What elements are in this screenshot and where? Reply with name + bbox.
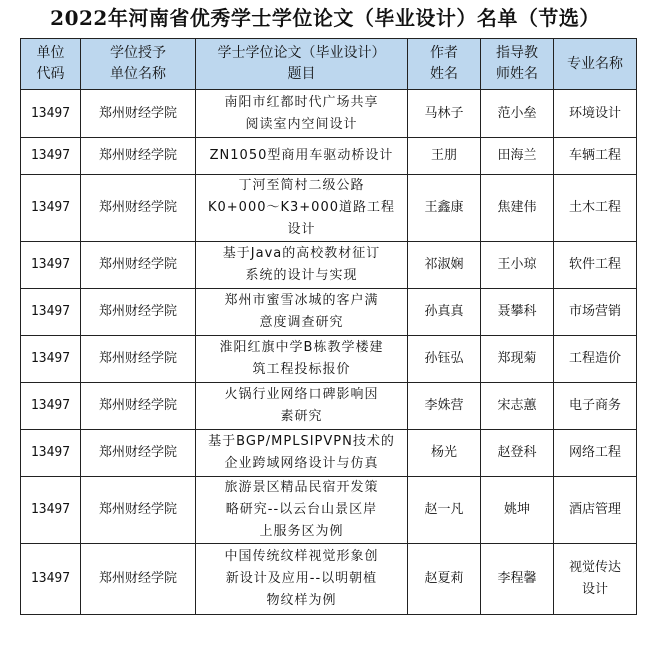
thesis-title-cell: 南阳市红都时代广场共享 阅读室内空间设计 <box>196 90 408 138</box>
major-cell: 软件工程 <box>554 242 637 289</box>
unit-code-cell: 13497 <box>21 430 81 477</box>
unit-code-cell: 13497 <box>21 242 81 289</box>
school-name-cell: 郑州财经学院 <box>81 430 196 477</box>
unit-code-cell: 13497 <box>21 175 81 242</box>
thesis-title-cell: 旅游景区精品民宿开发策 略研究--以云台山景区岸 上服务区为例 <box>196 477 408 544</box>
table-row <box>21 430 637 477</box>
unit-code-cell: 13497 <box>21 289 81 336</box>
header-author-name: 作者 姓名 <box>408 39 481 90</box>
author-name-cell: 赵夏莉 <box>408 544 481 615</box>
table-row <box>21 336 637 383</box>
thesis-title-cell: 中国传统纹样视觉形象创 新设计及应用--以明朝植 物纹样为例 <box>196 544 408 615</box>
table-row <box>21 477 637 544</box>
table-row <box>21 544 637 615</box>
award-list-table <box>20 38 637 615</box>
author-name-cell: 李姝营 <box>408 383 481 430</box>
advisor-name-cell: 姚坤 <box>481 477 554 544</box>
unit-code-cell: 13497 <box>21 477 81 544</box>
author-name-cell: 王鑫康 <box>408 175 481 242</box>
page-title: 2022年河南省优秀学士学位论文（毕业设计）名单（节选） <box>50 6 600 30</box>
school-name-cell: 郑州财经学院 <box>81 242 196 289</box>
advisor-name-cell: 焦建伟 <box>481 175 554 242</box>
author-name-cell: 祁淑娴 <box>408 242 481 289</box>
thesis-title-cell: 基于Java的高校教材征订 系统的设计与实现 <box>196 242 408 289</box>
author-name-cell: 杨光 <box>408 430 481 477</box>
unit-code-cell: 13497 <box>21 138 81 175</box>
school-name-cell: 郑州财经学院 <box>81 90 196 138</box>
school-name-cell: 郑州财经学院 <box>81 175 196 242</box>
unit-code-cell: 13497 <box>21 90 81 138</box>
unit-code-cell: 13497 <box>21 544 81 615</box>
major-cell: 网络工程 <box>554 430 637 477</box>
school-name-cell: 郑州财经学院 <box>81 138 196 175</box>
advisor-name-cell: 赵登科 <box>481 430 554 477</box>
advisor-name-cell: 聂攀科 <box>481 289 554 336</box>
table-row <box>21 90 637 138</box>
header-thesis-title: 学士学位论文（毕业设计） 题目 <box>196 39 408 90</box>
thesis-title-cell: 火锅行业网络口碑影响因 素研究 <box>196 383 408 430</box>
author-name-cell: 王朋 <box>408 138 481 175</box>
thesis-title-cell: ZN1050型商用车驱动桥设计 <box>196 138 408 175</box>
school-name-cell: 郑州财经学院 <box>81 383 196 430</box>
advisor-name-cell: 田海兰 <box>481 138 554 175</box>
major-cell: 工程造价 <box>554 336 637 383</box>
school-name-cell: 郑州财经学院 <box>81 477 196 544</box>
advisor-name-cell: 李程馨 <box>481 544 554 615</box>
unit-code-cell: 13497 <box>21 383 81 430</box>
author-name-cell: 马林子 <box>408 90 481 138</box>
header-school-name: 学位授予 单位名称 <box>81 39 196 90</box>
table-row <box>21 175 637 242</box>
table-body <box>21 90 637 615</box>
thesis-title-cell: 淮阳红旗中学B栋教学楼建 筑工程投标报价 <box>196 336 408 383</box>
advisor-name-cell: 郑现菊 <box>481 336 554 383</box>
major-cell: 环境设计 <box>554 90 637 138</box>
table-row <box>21 289 637 336</box>
advisor-name-cell: 宋志蕙 <box>481 383 554 430</box>
major-cell: 电子商务 <box>554 383 637 430</box>
advisor-name-cell: 王小琼 <box>481 242 554 289</box>
table-header-row <box>21 39 637 90</box>
author-name-cell: 孙真真 <box>408 289 481 336</box>
school-name-cell: 郑州财经学院 <box>81 544 196 615</box>
author-name-cell: 赵一凡 <box>408 477 481 544</box>
unit-code-cell: 13497 <box>21 336 81 383</box>
major-cell: 车辆工程 <box>554 138 637 175</box>
table-row <box>21 242 637 289</box>
header-unit-code: 单位 代码 <box>21 39 81 90</box>
header-major: 专业名称 <box>554 39 637 90</box>
major-cell: 土木工程 <box>554 175 637 242</box>
major-cell: 视觉传达 设计 <box>554 544 637 615</box>
major-cell: 酒店管理 <box>554 477 637 544</box>
header-advisor-name: 指导教 师姓名 <box>481 39 554 90</box>
author-name-cell: 孙钰弘 <box>408 336 481 383</box>
advisor-name-cell: 范小垒 <box>481 90 554 138</box>
thesis-title-cell: 基于BGP/MPLSIPVPN技术的 企业跨域网络设计与仿真 <box>196 430 408 477</box>
major-cell: 市场营销 <box>554 289 637 336</box>
thesis-title-cell: 郑州市蜜雪冰城的客户满 意度调查研究 <box>196 289 408 336</box>
thesis-title-cell: 丁河至简村二级公路 K0+000～K3+000道路工程 设计 <box>196 175 408 242</box>
school-name-cell: 郑州财经学院 <box>81 336 196 383</box>
table-row <box>21 383 637 430</box>
school-name-cell: 郑州财经学院 <box>81 289 196 336</box>
table-row <box>21 138 637 175</box>
